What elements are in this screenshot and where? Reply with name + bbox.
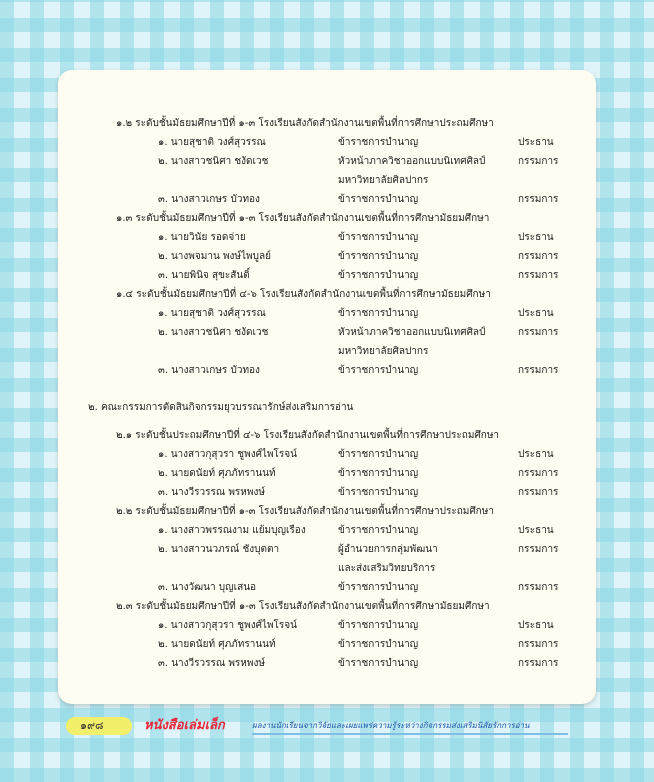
section-heading: ๒.๒ ระดับชั้นมัธยมศึกษาปีที่ ๑-๓ โรงเรียนสังกัดสำนักงานเขตพื้นที่การศึกษาประถมศึกษา [116, 506, 494, 517]
member-role: กรรมการ [518, 582, 559, 593]
member-position: ข้าราชการบำนาญ [338, 582, 419, 593]
section-heading: ๑.๔ ระดับชั้นมัธยมศึกษาปีที่ ๔-๖ โรงเรียนสังกัดสำนักงานเขตพื้นที่การศึกษามัธยมศึกษา [116, 289, 491, 300]
member-position: ข้าราชการบำนาญ [338, 468, 419, 479]
member-role: กรรมการ [518, 639, 559, 650]
member-name: ๑. นายสุชาติ วงศ์สุวรรณ [158, 137, 266, 148]
member-role: กรรมการ [518, 251, 559, 262]
member-name: ๓. นางสาวเกษร บัวทอง [158, 365, 260, 376]
member-role: ประธาน [518, 620, 554, 631]
member-role: กรรมการ [518, 365, 559, 376]
page-footer [62, 715, 598, 737]
member-position: มหาวิทยาลัยศิลปากร [338, 175, 429, 186]
member-role: ประธาน [518, 232, 554, 243]
member-name: ๑. นางสาวกุสุวรา ชูพงศ์ไพโรจน์ [158, 449, 297, 460]
footer-subtitle: ผลงานนักเรียนจากวิจัยและเผยแพร่ความรู้ระหว่างกิจกรรมส่งเสริมนิสัยรักการอ่าน [252, 721, 530, 730]
section-heading: ๒.๑ ระดับชั้นประถมศึกษาปีที่ ๔-๖ โรงเรียนสังกัดสำนักงานเขตพื้นที่การศึกษาประถมศึกษา [116, 430, 500, 441]
member-role: กรรมการ [518, 658, 559, 669]
member-name: ๓. นางวีรวรรณ พรหพงษ์ [158, 487, 265, 498]
member-name: ๒. นายดนัยท์ ศุภภัทรานนท์ [158, 468, 276, 479]
member-name: ๑. นายวินัย รอดจ่าย [158, 232, 246, 243]
member-name: ๒. นางพจมาน พงษ์ไพบูลย์ [158, 251, 271, 262]
member-position: ข้าราชการบำนาญ [338, 487, 419, 498]
brand-title: หนังสือเล่มเล็ก [144, 718, 225, 733]
section-heading: ๑.๓ ระดับชั้นมัธยมศึกษาปีที่ ๑-๓ โรงเรียนสังกัดสำนักงานเขตพื้นที่การศึกษามัธยมศึกษา [116, 213, 490, 224]
member-name: ๓. นางสาวเกษร บัวทอง [158, 194, 260, 205]
member-position: ข้าราชการบำนาญ [338, 639, 419, 650]
member-position: ข้าราชการบำนาญ [338, 365, 419, 376]
member-position: หัวหน้าภาควิชาออกแบบนิเทศศิลป์ [338, 327, 486, 338]
page-number: ๑๙๘ [66, 717, 132, 735]
member-position: ข้าราชการบำนาญ [338, 137, 419, 148]
member-position: และส่งเสริมวิทยบริการ [338, 563, 436, 574]
member-role: กรรมการ [518, 487, 559, 498]
member-name: ๒. นางสาวชนิศา ชงัดเวช [158, 327, 269, 338]
member-position: หัวหน้าภาควิชาออกแบบนิเทศศิลป์ [338, 156, 486, 167]
member-role: ประธาน [518, 308, 554, 319]
footer-rule [252, 733, 568, 735]
member-position: มหาวิทยาลัยศิลปากร [338, 346, 429, 357]
member-name: ๒. นางสาวชนิศา ชงัดเวช [158, 156, 269, 167]
member-position: ข้าราชการบำนาญ [338, 449, 419, 460]
member-name: ๓. นางวีรวรรณ พรหพงษ์ [158, 658, 265, 669]
member-name: ๑. นางสาวพรรณงาม แย้มบุญเรือง [158, 525, 306, 536]
member-position: ข้าราชการบำนาญ [338, 194, 419, 205]
member-name: ๑. นางสาวกุสุวรา ชูพงศ์ไพโรจน์ [158, 620, 297, 631]
member-position: ข้าราชการบำนาญ [338, 232, 419, 243]
member-position: ข้าราชการบำนาญ [338, 525, 419, 536]
section-heading: ๑.๒ ระดับชั้นมัธยมศึกษาปีที่ ๑-๓ โรงเรียนสังกัดสำนักงานเขตพื้นที่การศึกษาประถมศึกษา [116, 118, 494, 129]
member-position: ข้าราชการบำนาญ [338, 270, 419, 281]
member-role: กรรมการ [518, 327, 559, 338]
member-role: กรรมการ [518, 156, 559, 167]
section-heading: ๒.๓ ระดับชั้นมัธยมศึกษาปีที่ ๑-๓ โรงเรียนสังกัดสำนักงานเขตพื้นที่การศึกษามัธยมศึกษา [116, 601, 490, 612]
member-name: ๓. นางวัฒนา บุญเสนอ [158, 582, 257, 593]
member-role: กรรมการ [518, 468, 559, 479]
member-name: ๒. นายดนัยท์ ศุภภัทรานนท์ [158, 639, 276, 650]
member-position: ผู้อำนวยการกลุ่มพัฒนา [338, 544, 438, 555]
member-position: ข้าราชการบำนาญ [338, 251, 419, 262]
member-role: ประธาน [518, 137, 554, 148]
member-name: ๒. นางสาวนวภรณ์ ชังบุตตา [158, 544, 280, 555]
member-position: ข้าราชการบำนาญ [338, 308, 419, 319]
member-name: ๑. นายสุชาติ วงศ์สุวรรณ [158, 308, 266, 319]
member-role: ประธาน [518, 525, 554, 536]
member-role: กรรมการ [518, 270, 559, 281]
member-role: ประธาน [518, 449, 554, 460]
member-name: ๓. นายพินิจ สุขะสันติ์ [158, 270, 250, 281]
committee-title: ๒. คณะกรรมการตัดสินกิจกรรมยุวบรรณารักษ์ส่งเสริมการอ่าน [88, 402, 354, 413]
member-position: ข้าราชการบำนาญ [338, 658, 419, 669]
member-role: กรรมการ [518, 194, 559, 205]
member-role: กรรมการ [518, 544, 559, 555]
member-position: ข้าราชการบำนาญ [338, 620, 419, 631]
